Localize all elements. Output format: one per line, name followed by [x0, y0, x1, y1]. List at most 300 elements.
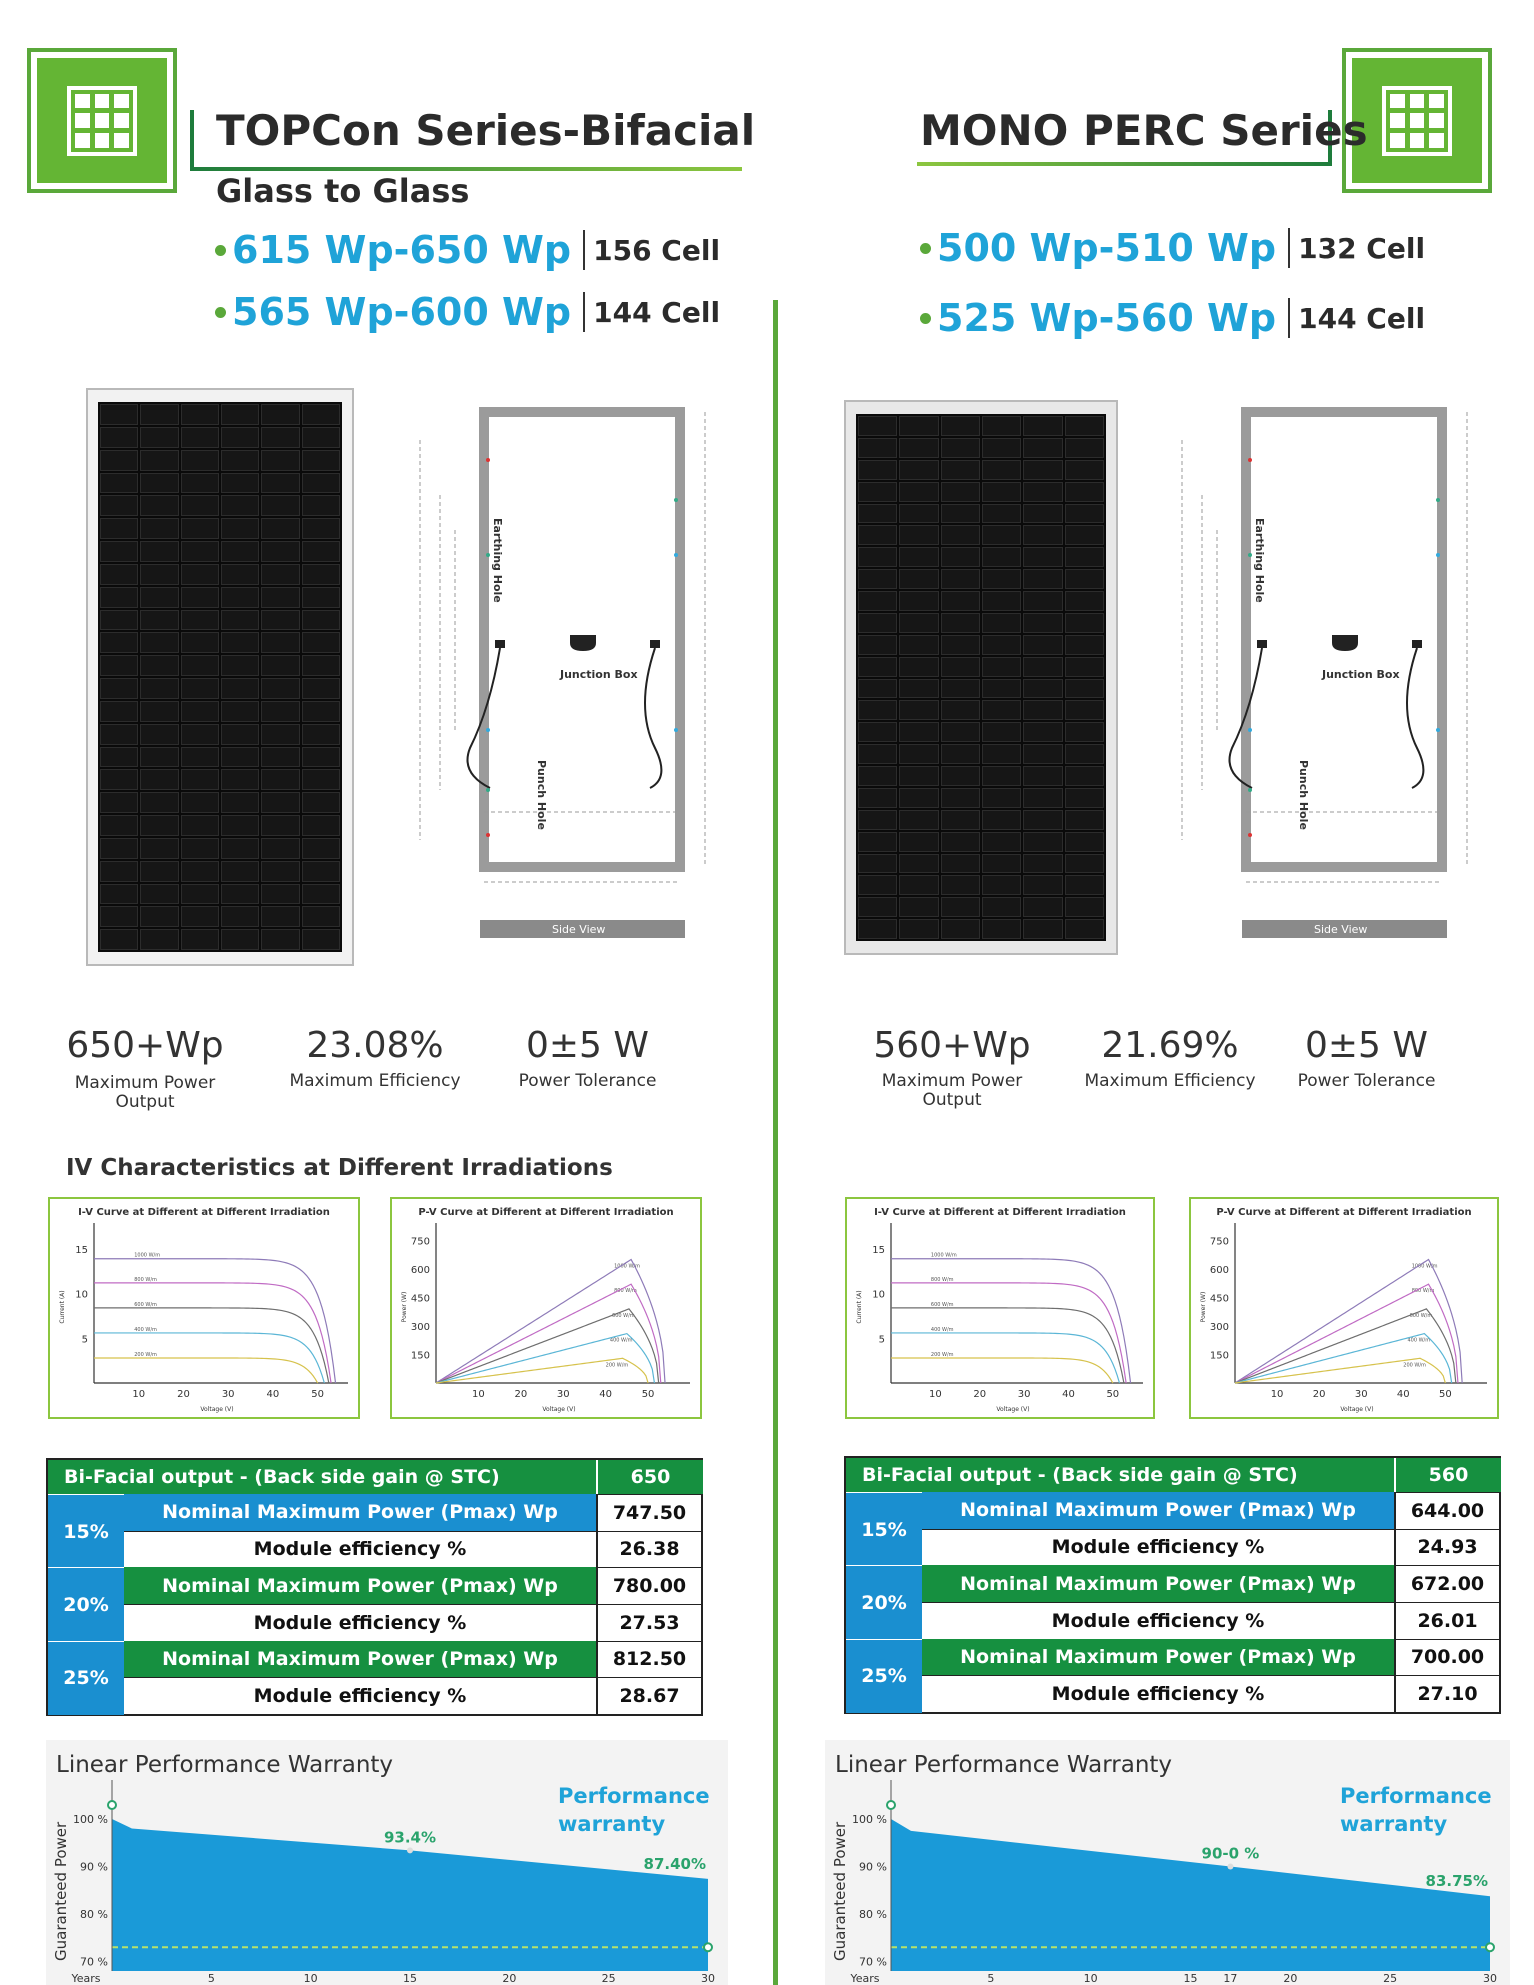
- solar-cell: [100, 495, 138, 516]
- solar-cell: [941, 438, 980, 458]
- solar-cell: [941, 613, 980, 633]
- x-tick-label: 20: [502, 1972, 517, 1985]
- spec-line-1: [215, 228, 720, 272]
- solar-cell: [261, 404, 299, 425]
- solar-cell: [100, 769, 138, 790]
- solar-cell: [302, 427, 340, 448]
- stat-tolerance-label: Power Tolerance: [518, 1071, 657, 1091]
- bullet-icon: [920, 243, 931, 254]
- solar-cell: [181, 610, 219, 631]
- solar-cell: [302, 747, 340, 768]
- solar-cell: [100, 564, 138, 585]
- y-tick-label: 450: [1209, 1293, 1229, 1305]
- bifacial-output-table: [844, 1456, 1501, 1714]
- solar-cell: [302, 495, 340, 516]
- solar-cell: [140, 929, 178, 950]
- solar-cell: [261, 518, 299, 539]
- solar-cell: [221, 541, 259, 562]
- solar-cell: [221, 678, 259, 699]
- solar-cell: [181, 838, 219, 859]
- solar-cell: [941, 547, 980, 567]
- table-header: Bi-Facial output - (Back side gain @ STC): [48, 1460, 596, 1494]
- y-tick-label: 300: [1209, 1322, 1229, 1333]
- solar-cell: [982, 460, 1021, 480]
- solar-cell: [261, 678, 299, 699]
- y-tick-label: 300: [410, 1322, 430, 1333]
- y-tick-label: 90 %: [859, 1860, 887, 1874]
- solar-cell: [181, 541, 219, 562]
- solar-cell: [899, 460, 938, 480]
- series-line: [1235, 1260, 1462, 1384]
- solar-cell: [140, 473, 178, 494]
- solar-cell: [181, 632, 219, 653]
- panel-cells: [98, 402, 342, 952]
- solar-cell: [899, 482, 938, 502]
- solar-cell: [261, 450, 299, 471]
- y-tick-label: 100 %: [852, 1813, 887, 1826]
- warranty-title: Linear Performance Warranty: [835, 1752, 1173, 1778]
- solar-cell: [302, 884, 340, 905]
- solar-cell: [1065, 657, 1104, 677]
- solar-cell: [1065, 547, 1104, 567]
- solar-cell: [302, 838, 340, 859]
- solar-cell: [1065, 854, 1104, 874]
- solar-cell: [941, 635, 980, 655]
- solar-cell: [941, 700, 980, 720]
- solar-cell: [982, 744, 1021, 764]
- solar-cell: [140, 769, 178, 790]
- series-label: 800 W/m: [930, 1276, 954, 1283]
- mid-point: [1227, 1864, 1233, 1870]
- solar-cell: [261, 610, 299, 631]
- solar-cell: [140, 564, 178, 585]
- solar-cell: [302, 792, 340, 813]
- solar-cell: [1023, 525, 1062, 545]
- performance-warranty-label: Performance warranty: [1340, 1784, 1492, 1836]
- series-label: 600 W/m: [1409, 1312, 1433, 1319]
- solar-cell: [941, 854, 980, 874]
- series-label: 1000 W/m: [134, 1252, 161, 1259]
- solar-cell: [941, 897, 980, 917]
- cell-count: 156 Cell: [593, 233, 721, 267]
- solar-grid-icon: [1382, 86, 1452, 156]
- solar-cell: [181, 678, 219, 699]
- pmax-label: Nominal Maximum Power (Pmax) Wp: [124, 1567, 596, 1604]
- pmax-label: Nominal Maximum Power (Pmax) Wp: [922, 1565, 1394, 1602]
- cell-count: 144 Cell: [593, 295, 721, 329]
- series-label: 200 W/m: [134, 1351, 157, 1358]
- solar-cell: [100, 929, 138, 950]
- solar-cell: [221, 610, 259, 631]
- end-value-label: 87.40%: [643, 1854, 706, 1873]
- solar-cell: [100, 518, 138, 539]
- solar-cell: [858, 591, 897, 611]
- solar-cell: [899, 569, 938, 589]
- x-axis-label: Voltage (V): [1340, 1406, 1374, 1413]
- y-tick-label: 100 %: [73, 1813, 108, 1826]
- solar-cell: [899, 416, 938, 436]
- solar-cell: [1065, 766, 1104, 786]
- solar-cell: [261, 884, 299, 905]
- end-point: [704, 1943, 712, 1951]
- solar-cell: [261, 701, 299, 722]
- y-tick-label: 150: [410, 1350, 430, 1362]
- solar-cell: [1023, 547, 1062, 567]
- solar-cell: [221, 724, 259, 745]
- solar-cell: [221, 587, 259, 608]
- y-tick-label: 70 %: [859, 1955, 887, 1969]
- solar-cell: [302, 518, 340, 539]
- solar-cell: [858, 547, 897, 567]
- solar-cell: [1023, 700, 1062, 720]
- solar-cell: [261, 861, 299, 882]
- solar-cell: [100, 815, 138, 836]
- solar-cell: [261, 495, 299, 516]
- solar-cell: [1023, 679, 1062, 699]
- iv-curve-chart-right: [845, 1197, 1155, 1419]
- solar-cell: [1023, 897, 1062, 917]
- bullet-icon: [920, 313, 931, 324]
- y-axis-label: Power (W): [1200, 1291, 1207, 1323]
- solar-cell: [261, 724, 299, 745]
- solar-cell: [858, 635, 897, 655]
- wattage: 565 Wp-600 Wp: [232, 290, 572, 334]
- punch-hole-label: Punch Hole: [1297, 760, 1310, 830]
- stat-tolerance-value: 0±5 W: [525, 1025, 649, 1066]
- solar-panel-image: [844, 400, 1118, 955]
- solar-cell: [140, 427, 178, 448]
- series-line: [94, 1308, 329, 1383]
- solar-cell: [181, 701, 219, 722]
- solar-cell: [181, 518, 219, 539]
- solar-cell: [100, 701, 138, 722]
- solar-cell: [941, 766, 980, 786]
- solar-cell: [181, 404, 219, 425]
- solar-cell: [221, 518, 259, 539]
- table-header: Bi-Facial output - (Back side gain @ STC): [846, 1458, 1394, 1492]
- pmax-value: 747.50: [596, 1494, 701, 1531]
- solar-cell: [1065, 482, 1104, 502]
- x-tick-label: 25: [1383, 1972, 1398, 1985]
- solar-panel-image: [86, 388, 354, 966]
- solar-cell: [982, 547, 1021, 567]
- solar-cell: [221, 564, 259, 585]
- solar-cell: [899, 854, 938, 874]
- solar-cell: [261, 769, 299, 790]
- solar-cell: [140, 655, 178, 676]
- solar-cell: [1065, 744, 1104, 764]
- efficiency-label: Module efficiency %: [124, 1531, 596, 1568]
- x-tick-label: 15: [1183, 1972, 1198, 1985]
- solar-cell: [1023, 569, 1062, 589]
- solar-cell: [982, 416, 1021, 436]
- pmax-label: Nominal Maximum Power (Pmax) Wp: [124, 1641, 596, 1678]
- solar-cell: [181, 929, 219, 950]
- solar-cell: [1065, 613, 1104, 633]
- solar-cell: [221, 906, 259, 927]
- y-tick-label: 80 %: [859, 1908, 887, 1921]
- solar-cell: [100, 610, 138, 631]
- solar-cell: [181, 450, 219, 471]
- solar-cell: [1023, 766, 1062, 786]
- solar-cell: [1065, 416, 1104, 436]
- solar-cell: [899, 700, 938, 720]
- stat-tolerance-value: 0±5 W: [1304, 1025, 1428, 1066]
- solar-cell: [858, 744, 897, 764]
- solar-cell: [858, 766, 897, 786]
- series-line: [891, 1308, 1124, 1383]
- y-tick-label: 150: [1209, 1350, 1229, 1362]
- warranty-chart-right: [825, 1740, 1510, 1985]
- y-axis-label: Current (A): [856, 1290, 863, 1324]
- y-tick-label: 15: [75, 1244, 88, 1256]
- pv-curve-chart-left: [390, 1197, 702, 1419]
- solar-cell: [221, 747, 259, 768]
- panel-cells: [856, 414, 1106, 941]
- series-label: 400 W/m: [1407, 1337, 1431, 1344]
- solar-cell: [858, 897, 897, 917]
- efficiency-label: Module efficiency %: [922, 1602, 1394, 1639]
- solar-cell: [261, 427, 299, 448]
- series-label: 200 W/m: [930, 1351, 954, 1358]
- solar-grid-icon: [67, 86, 137, 156]
- solar-cell: [302, 861, 340, 882]
- x-tick-label: 40: [266, 1389, 280, 1400]
- solar-cell: [941, 744, 980, 764]
- title-accent: [190, 110, 194, 170]
- solar-cell: [982, 832, 1021, 852]
- solar-cell: [1023, 788, 1062, 808]
- series-label: 200 W/m: [605, 1362, 629, 1369]
- table-header-value: 650: [596, 1460, 703, 1494]
- pmax-label: Nominal Maximum Power (Pmax) Wp: [922, 1639, 1394, 1676]
- x-tick-label: 40: [1396, 1389, 1410, 1400]
- x-tick-label: 50: [1106, 1389, 1120, 1400]
- stat-power-value: 560+Wp: [873, 1025, 1031, 1066]
- efficiency-label: Module efficiency %: [922, 1529, 1394, 1566]
- efficiency-value: 28.67: [596, 1677, 701, 1714]
- solar-cell: [858, 679, 897, 699]
- y-axis-label: Guaranteed Power: [52, 1821, 70, 1961]
- pmax-label: Nominal Maximum Power (Pmax) Wp: [124, 1494, 596, 1531]
- end-point: [1486, 1943, 1494, 1951]
- x-axis-label: Voltage (V): [200, 1406, 234, 1413]
- series-label: 600 W/m: [930, 1301, 954, 1308]
- page-title: TOPCon Series-Bifacial: [216, 106, 756, 155]
- start-point: [108, 1801, 116, 1809]
- solar-cell: [181, 792, 219, 813]
- solar-cell: [899, 504, 938, 524]
- solar-cell: [899, 766, 938, 786]
- solar-cell: [858, 504, 897, 524]
- solar-cell: [858, 416, 897, 436]
- x-tick-label: 20: [1312, 1389, 1326, 1400]
- series-label: 800 W/m: [134, 1276, 157, 1283]
- solar-cell: [941, 679, 980, 699]
- x-axis-label: Voltage (V): [542, 1406, 576, 1413]
- iv-section-title: IV Characteristics at Different Irradiations: [66, 1155, 613, 1181]
- solar-cell: [1023, 657, 1062, 677]
- solar-cell: [858, 525, 897, 545]
- solar-cell: [221, 861, 259, 882]
- solar-panel-logo: [27, 48, 177, 193]
- solar-cell: [1065, 832, 1104, 852]
- solar-cell: [1065, 897, 1104, 917]
- bullet-icon: [215, 307, 226, 318]
- solar-cell: [858, 854, 897, 874]
- solar-cell: [1065, 525, 1104, 545]
- solar-cell: [140, 861, 178, 882]
- irradiance-gain: 25%: [48, 1641, 124, 1715]
- pv-curve-chart-right: [1189, 1197, 1499, 1419]
- performance-warranty-label: Performance warranty: [558, 1784, 710, 1836]
- irradiance-gain: 15%: [846, 1492, 922, 1566]
- solar-cell: [858, 569, 897, 589]
- solar-cell: [982, 766, 1021, 786]
- x-tick-label: 30: [221, 1389, 235, 1400]
- mid-value-label: 90-0 %: [1201, 1844, 1260, 1863]
- y-tick-label: 600: [1209, 1265, 1229, 1276]
- solar-cell: [1023, 504, 1062, 524]
- start-point: [887, 1801, 895, 1809]
- solar-cell: [140, 404, 178, 425]
- solar-cell: [261, 632, 299, 653]
- side-view-label: Side View: [552, 923, 606, 936]
- solar-cell: [302, 906, 340, 927]
- stat-efficiency-value: 21.69%: [1101, 1025, 1239, 1066]
- solar-cell: [982, 700, 1021, 720]
- x-tick-label: 50: [1438, 1389, 1452, 1400]
- solar-cell: [941, 657, 980, 677]
- solar-cell: [302, 655, 340, 676]
- solar-cell: [858, 722, 897, 742]
- solar-cell: [261, 747, 299, 768]
- solar-cell: [941, 810, 980, 830]
- solar-cell: [941, 722, 980, 742]
- solar-cell: [982, 635, 1021, 655]
- x-tick-label: 50: [311, 1389, 325, 1400]
- solar-cell: [302, 473, 340, 494]
- y-axis-label: Power (W): [401, 1291, 408, 1323]
- solar-cell: [1065, 679, 1104, 699]
- solar-cell: [1023, 635, 1062, 655]
- x-tick-label: 10: [1270, 1389, 1284, 1400]
- iv-curve-chart-left: [48, 1197, 360, 1419]
- solar-cell: [181, 564, 219, 585]
- x-tick-label: 30: [701, 1972, 715, 1985]
- x-tick-label: 10: [132, 1389, 146, 1400]
- solar-cell: [140, 724, 178, 745]
- solar-cell: [982, 810, 1021, 830]
- solar-cell: [858, 919, 897, 939]
- stat-power-label: Maximum Power Output: [881, 1071, 1023, 1110]
- solar-cell: [181, 906, 219, 927]
- solar-cell: [302, 769, 340, 790]
- solar-cell: [1023, 722, 1062, 742]
- warranty-chart-left: [46, 1740, 728, 1985]
- series-label: 1000 W/m: [614, 1263, 640, 1270]
- pmax-value: 780.00: [596, 1567, 701, 1604]
- solar-cell: [941, 832, 980, 852]
- solar-cell: [181, 769, 219, 790]
- title-underline: [917, 162, 1332, 166]
- solar-cell: [899, 525, 938, 545]
- solar-cell: [1023, 438, 1062, 458]
- series-line: [1235, 1309, 1456, 1383]
- pmax-value: 812.50: [596, 1641, 701, 1678]
- solar-cell: [1065, 700, 1104, 720]
- wattage: 615 Wp-650 Wp: [232, 228, 572, 272]
- series-line: [94, 1358, 318, 1383]
- solar-cell: [302, 724, 340, 745]
- solar-cell: [982, 854, 1021, 874]
- solar-cell: [1065, 919, 1104, 939]
- solar-cell: [140, 495, 178, 516]
- solar-cell: [181, 884, 219, 905]
- stat-efficiency-label: Maximum Efficiency: [1084, 1071, 1256, 1091]
- stat-power-value: 650+Wp: [66, 1025, 224, 1066]
- solar-cell: [982, 679, 1021, 699]
- solar-cell: [140, 678, 178, 699]
- solar-cell: [302, 587, 340, 608]
- solar-cell: [221, 473, 259, 494]
- punch-hole-label: Punch Hole: [535, 760, 548, 830]
- solar-cell: [181, 655, 219, 676]
- solar-cell: [899, 832, 938, 852]
- efficiency-label: Module efficiency %: [124, 1604, 596, 1641]
- y-tick-label: 15: [872, 1244, 885, 1256]
- y-axis-label: Guaranteed Power: [831, 1821, 849, 1961]
- title-underline: [190, 167, 742, 171]
- solar-cell: [982, 504, 1021, 524]
- solar-cell: [899, 591, 938, 611]
- warranty-title: Linear Performance Warranty: [56, 1752, 394, 1778]
- side-view-label: Side View: [1314, 923, 1368, 936]
- solar-cell: [941, 569, 980, 589]
- series-label: 200 W/m: [1403, 1362, 1426, 1369]
- solar-cell: [140, 701, 178, 722]
- solar-cell: [982, 569, 1021, 589]
- solar-cell: [1065, 569, 1104, 589]
- solar-cell: [858, 788, 897, 808]
- solar-cell: [899, 635, 938, 655]
- cell-count: 132 Cell: [1298, 231, 1426, 265]
- x-tick-label: 20: [514, 1389, 528, 1400]
- x-tick-label: 20: [1283, 1972, 1298, 1985]
- y-tick-label: 80 %: [80, 1908, 108, 1921]
- x-axis-label: Years: [850, 1972, 880, 1985]
- solar-cell: [982, 591, 1021, 611]
- earthing-hole-label: Earthing Hole: [491, 518, 504, 603]
- y-tick-label: 5: [81, 1334, 88, 1346]
- solar-cell: [302, 701, 340, 722]
- efficiency-value: 24.93: [1394, 1529, 1499, 1566]
- solar-cell: [899, 679, 938, 699]
- solar-cell: [302, 632, 340, 653]
- y-tick-label: 750: [1209, 1236, 1229, 1248]
- irradiance-gain: 20%: [48, 1567, 124, 1641]
- solar-cell: [899, 657, 938, 677]
- solar-cell: [1023, 744, 1062, 764]
- stat-power-label: Maximum Power Output: [74, 1073, 216, 1112]
- solar-cell: [1023, 613, 1062, 633]
- solar-cell: [140, 632, 178, 653]
- x-tick-label: 20: [177, 1389, 190, 1400]
- x-axis-label: Years: [71, 1972, 101, 1985]
- solar-cell: [982, 919, 1021, 939]
- solar-cell: [899, 810, 938, 830]
- solar-cell: [1023, 460, 1062, 480]
